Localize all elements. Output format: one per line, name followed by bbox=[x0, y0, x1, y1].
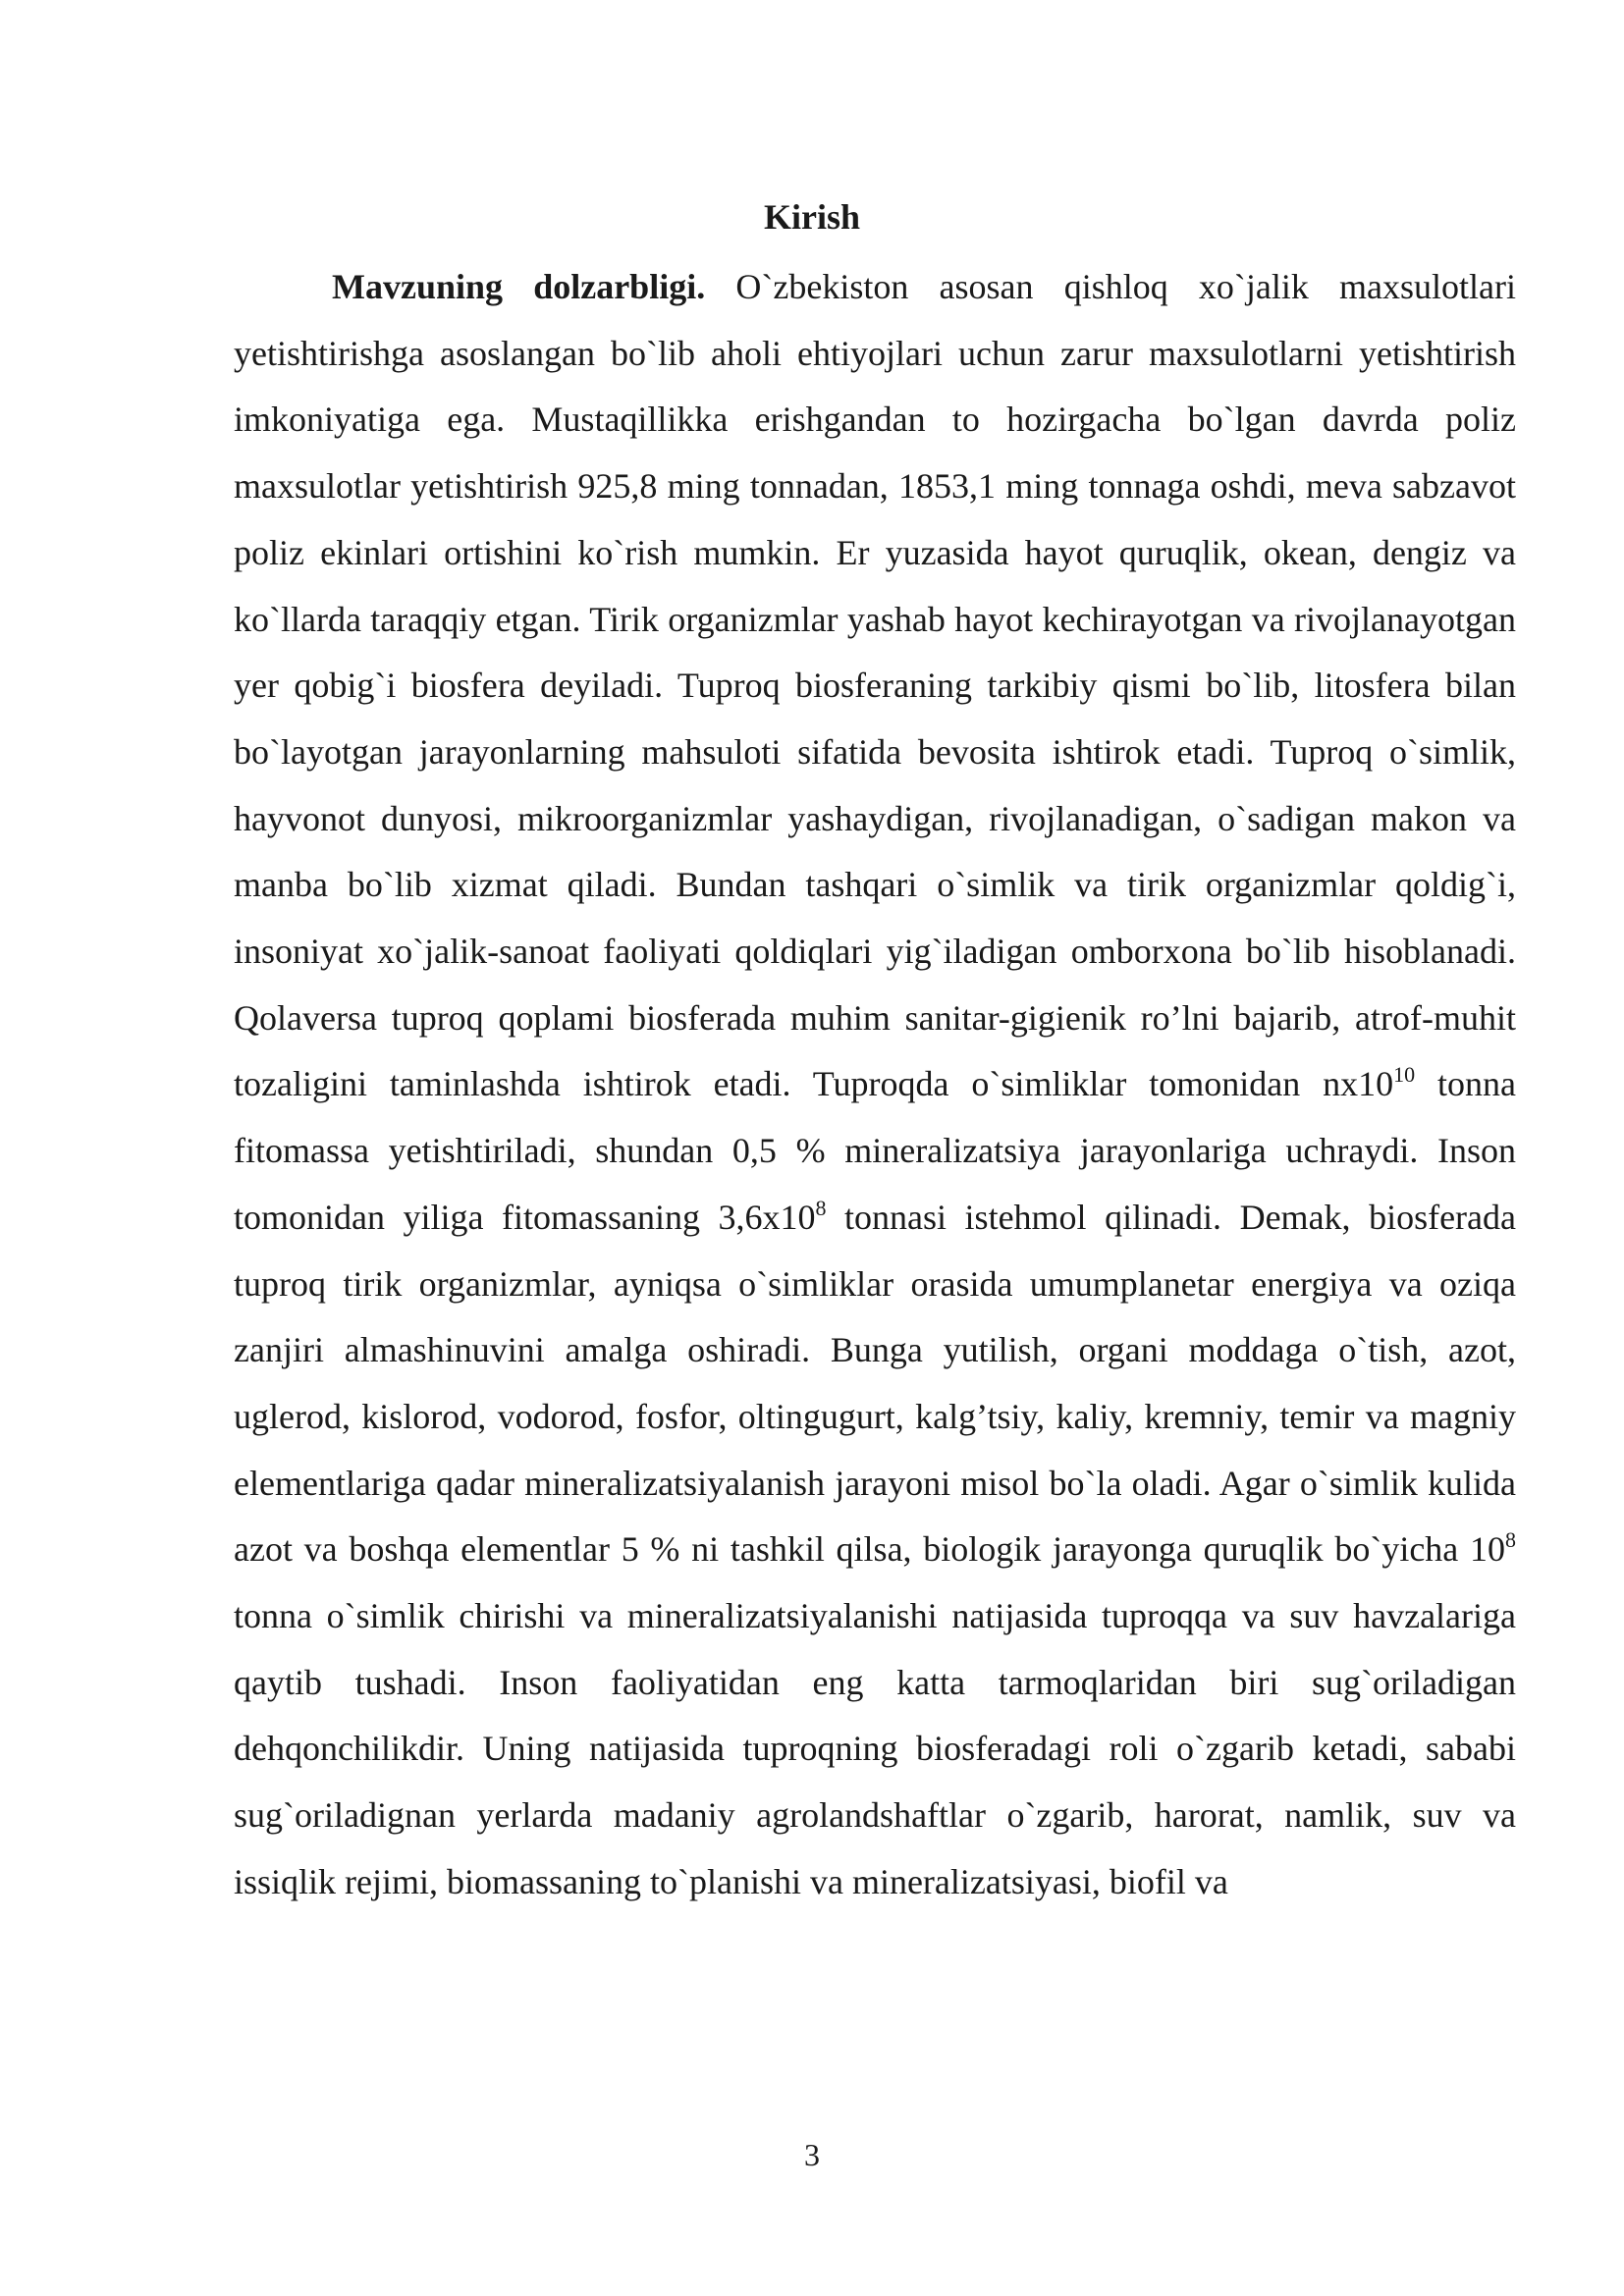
section-heading: Kirish bbox=[763, 197, 860, 237]
page-number: 3 bbox=[804, 2137, 820, 2172]
paragraph-text-2: tonna fitomassa yetishtiriladi, shundan 0,5 % mineralizatsiya jarayonlariga uchraydi. Inson tomonidan yiliga fitomassaning 3,6x10 bbox=[234, 1064, 1516, 1237]
body-text bbox=[234, 254, 1516, 1916]
paragraph-text-4: tonna o`simlik chirishi va mineralizatsiyalanishi natijasida tuproqqa va suv havzalariga qaytib tushadi. Inson faoliyatidan eng katta tarmoqlaridan biri sug`oriladigan dehqonchilikdir. Uning natijasida tuproqning biosferadagi roli o`zgarib ketadi, sababi sug`oriladignan yerlarda madaniy agrolandshaftlar o`zgarib, harorat, namlik, suv va issiqlik rejimi, biomassaning to`planishi va mineralizatsiyasi, biofil va bbox=[234, 1596, 1516, 1901]
lead-in-title: Mavzuning dolzarbligi. bbox=[332, 267, 706, 306]
exponent-3: 8 bbox=[1505, 1527, 1516, 1553]
exponent-1: 10 bbox=[1393, 1062, 1416, 1088]
paragraph-text-3: tonnasi istehmol qilinadi. Demak, biosferada tuproq tirik organizmlar, ayniqsa o`simliklar orasida umumplanetar energiya va oziqa zanjiri almashinuvini amalga oshiradi. Bunga yutilish, organi moddaga o`tish, azot, uglerod, kislorod, vodorod, fosfor, oltingugurt, kalg’tsiy, kaliy, kremniy, temir va magniy elementlariga qadar mineralizatsiyalanish jarayoni misol bo`la oladi. Agar o`simlik kulida azot va boshqa elementlar 5 % ni tashkil qilsa, biologik jarayonga quruqlik bo`yicha 10 bbox=[234, 1197, 1516, 1570]
paragraph-text-1: O`zbekiston asosan qishloq xo`jalik maxsulotlari yetishtirishga asoslangan bo`lib aholi ehtiyojlari uchun zarur maxsulotlarni yetishtirish imkoniyatiga ega. Mustaqillikka erishgandan to hozirgacha bo`lgan davrda poliz maxsulotlar yetishtirish 925,8 ming tonnadan, 1853,1 ming tonnaga oshdi, meva sabzavot poliz ekinlari ortishini ko`rish mumkin. Er yuzasida hayot quruqlik, okean, dengiz va ko`llarda taraqqiy etgan. Tirik organizmlar yashab hayot kechirayotgan va rivojlanayotgan yer qobig`i biosfera deyiladi. Tuproq biosferaning tarkibiy qismi bo`lib, litosfera bilan bo`layotgan jarayonlarning mahsuloti sifatida bevosita ishtirok etadi. Tuproq o`simlik, hayvonot dunyosi, mikroorganizmlar yashaydigan, rivojlanadigan, o`sadigan makon va manba bo`lib xizmat qiladi. Bundan tashqari o`simlik va tirik organizmlar qoldig`i, insoniyat xo`jalik-sanoat faoliyati qoldiqlari yig`iladigan omborxona bo`lib hisoblanadi. Qolaversa tuproq qoplami biosferada muhim sanitar-gigienik ro’lni bajarib, atrof-muhit tozaligini taminlashda ishtirok etadi. Tuproqda o`simliklar tomonidan nx10 bbox=[234, 267, 1517, 1104]
paragraph bbox=[234, 254, 1516, 1916]
exponent-2: 8 bbox=[815, 1195, 827, 1220]
